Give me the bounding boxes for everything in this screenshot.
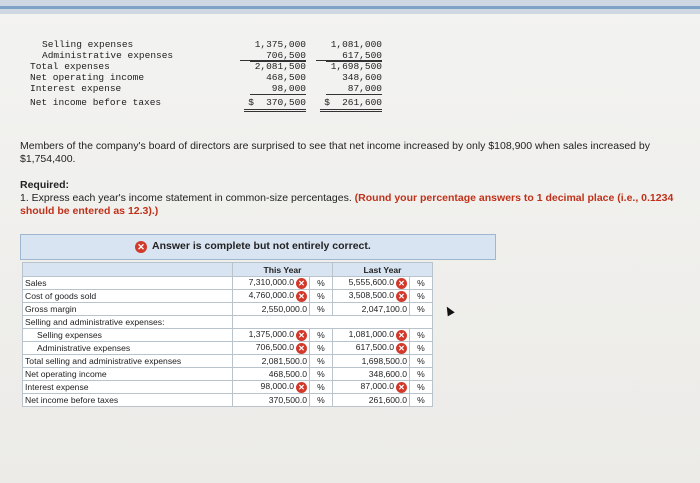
round-note: (Round your percentage answers to 1 decimal place (i.e., 0.1234 should be entered as 12.3).) xyxy=(20,192,674,217)
table-row xyxy=(23,303,433,316)
row-label: Selling expenses xyxy=(23,329,233,342)
table-row xyxy=(23,368,433,381)
input-value: 87,000.0 xyxy=(360,381,394,392)
percentage-input[interactable] xyxy=(333,355,410,368)
input-value: 1,081,000.0 xyxy=(348,329,394,340)
stmt-last-year: 1,081,000 xyxy=(330,39,382,50)
stmt-last-year: 1,698,500 xyxy=(330,61,382,72)
input-value: 7,310,000.0 xyxy=(248,277,294,288)
stmt-label: Interest expense xyxy=(30,83,122,94)
percent-sign: % xyxy=(410,277,433,290)
row-label: Gross margin xyxy=(23,303,233,316)
percentage-input[interactable] xyxy=(233,303,310,316)
row-label: Interest expense xyxy=(23,381,233,394)
percent-sign: % xyxy=(410,303,433,316)
input-value: 348,600.0 xyxy=(368,369,407,379)
incorrect-icon: ✕ xyxy=(396,343,407,354)
incorrect-icon: ✕ xyxy=(396,382,407,393)
stmt-label: Administrative expenses xyxy=(42,50,174,61)
percent-sign: % xyxy=(310,394,333,407)
stmt-label: Total expenses xyxy=(30,61,110,72)
stmt-this-year: 468,500 xyxy=(266,72,306,83)
stmt-this-year: 1,375,000 xyxy=(254,39,306,50)
percentage-input[interactable] xyxy=(233,394,310,407)
input-value: 2,047,100.0 xyxy=(361,304,407,314)
header-blank xyxy=(23,263,233,277)
section-blank xyxy=(233,316,433,329)
percentage-input[interactable] xyxy=(233,381,310,394)
row-label: Administrative expenses xyxy=(23,342,233,355)
row-label: Net operating income xyxy=(23,368,233,381)
input-value: 98,000.0 xyxy=(260,381,294,392)
percent-sign: % xyxy=(410,368,433,381)
input-value: 1,698,500.0 xyxy=(361,356,407,366)
table-row xyxy=(23,355,433,368)
input-value: 617,500.0 xyxy=(355,342,394,353)
percentage-input[interactable] xyxy=(333,277,410,290)
percent-sign: % xyxy=(310,277,333,290)
incorrect-icon: ✕ xyxy=(296,343,307,354)
percent-sign: % xyxy=(310,342,333,355)
table-row xyxy=(23,290,433,303)
input-value: 2,550,000.0 xyxy=(261,304,307,314)
stmt-last-year: 348,600 xyxy=(342,72,382,83)
banner-text: Answer is complete but not entirely correct. xyxy=(152,240,371,252)
stmt-this-year: 370,500 xyxy=(266,97,306,108)
percent-sign: % xyxy=(410,394,433,407)
table-row xyxy=(23,316,433,329)
percent-sign: % xyxy=(310,355,333,368)
stmt-last-year: 261,600 xyxy=(342,97,382,108)
stmt-last-year: 617,500 xyxy=(326,50,382,62)
result-banner xyxy=(20,234,496,260)
percent-sign: % xyxy=(410,329,433,342)
row-label: Selling and administrative expenses: xyxy=(23,316,233,329)
answer-table xyxy=(22,262,433,407)
intro-text: Members of the company's board of directors are surprised to see that net income increased by only $108,900 when sales increased by $1,754,400. xyxy=(20,140,651,165)
percentage-input[interactable] xyxy=(333,342,410,355)
x-circle-icon: ✕ xyxy=(135,241,147,253)
top-bar xyxy=(0,0,700,14)
incorrect-icon: ✕ xyxy=(396,278,407,289)
row-label: Total selling and administrative expenses xyxy=(23,355,233,368)
required-title: Required: xyxy=(20,179,70,191)
incorrect-icon: ✕ xyxy=(396,291,407,302)
stmt-this-year: 2,081,500 xyxy=(254,61,306,72)
incorrect-icon: ✕ xyxy=(296,291,307,302)
input-value: 468,500.0 xyxy=(268,369,307,379)
percent-sign: % xyxy=(310,329,333,342)
input-value: 261,600.0 xyxy=(368,395,407,405)
percentage-input[interactable] xyxy=(233,277,310,290)
stmt-currency: $ xyxy=(248,97,254,108)
input-value: 370,500.0 xyxy=(268,395,307,405)
row-label: Net income before taxes xyxy=(23,394,233,407)
required-text xyxy=(20,192,700,218)
percentage-input[interactable] xyxy=(233,368,310,381)
mouse-cursor xyxy=(443,305,454,317)
percentage-input[interactable] xyxy=(233,342,310,355)
stmt-last-year: 87,000 xyxy=(326,83,382,95)
header-last-year: Last Year xyxy=(333,263,433,277)
percent-sign: % xyxy=(310,381,333,394)
table-header-row xyxy=(23,263,433,277)
percentage-input[interactable] xyxy=(333,394,410,407)
percent-sign: % xyxy=(410,381,433,394)
percentage-input[interactable] xyxy=(233,329,310,342)
stmt-this-year: 98,000 xyxy=(250,83,306,95)
percent-sign: % xyxy=(310,368,333,381)
stmt-label: Net operating income xyxy=(30,72,145,83)
percentage-input[interactable] xyxy=(233,355,310,368)
input-value: 706,500.0 xyxy=(255,342,294,353)
incorrect-icon: ✕ xyxy=(296,330,307,341)
percentage-input[interactable] xyxy=(333,368,410,381)
percentage-input[interactable] xyxy=(233,290,310,303)
input-value: 1,375,000.0 xyxy=(248,329,294,340)
stmt-label: Net income before taxes xyxy=(30,97,162,108)
percent-sign: % xyxy=(310,290,333,303)
table-row xyxy=(23,394,433,407)
input-value: 5,555,600.0 xyxy=(348,277,394,288)
percentage-input[interactable] xyxy=(333,381,410,394)
row-label: Sales xyxy=(23,277,233,290)
table-row xyxy=(23,329,433,342)
table-row xyxy=(23,381,433,394)
row-label: Cost of goods sold xyxy=(23,290,233,303)
required-instruction: 1. Express each year's income statement in common-size percentages. xyxy=(20,192,352,204)
input-value: 4,760,000.0 xyxy=(248,290,294,301)
percentage-input[interactable] xyxy=(333,303,410,316)
table-row xyxy=(23,342,433,355)
stmt-label: Selling expenses xyxy=(42,39,134,50)
stmt-currency: $ xyxy=(324,97,330,108)
percent-sign: % xyxy=(310,303,333,316)
percent-sign: % xyxy=(410,342,433,355)
incorrect-icon: ✕ xyxy=(396,330,407,341)
stmt-this-year: 706,500 xyxy=(250,50,306,62)
input-value: 3,508,500.0 xyxy=(348,290,394,301)
percentage-input[interactable] xyxy=(333,290,410,303)
percent-sign: % xyxy=(410,355,433,368)
header-this-year: This Year xyxy=(233,263,333,277)
percent-sign: % xyxy=(410,290,433,303)
incorrect-icon: ✕ xyxy=(296,278,307,289)
incorrect-icon: ✕ xyxy=(296,382,307,393)
percentage-input[interactable] xyxy=(333,329,410,342)
input-value: 2,081,500.0 xyxy=(261,356,307,366)
table-row xyxy=(23,277,433,290)
